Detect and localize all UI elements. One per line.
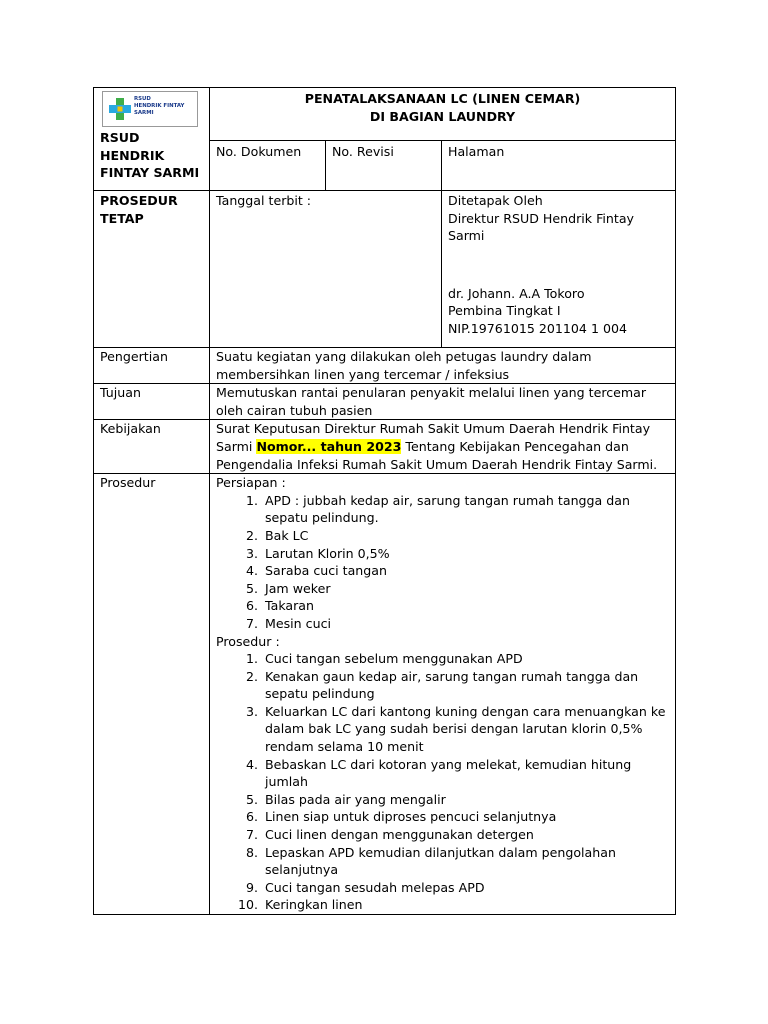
langkah-item: 1. Cuci tangan sebelum menggunakan APD <box>262 650 669 668</box>
approved-by: Ditetapak Oleh Direktur RSUD Hendrik Fintay Sarmi <box>448 193 634 244</box>
langkah-item: 4. Bebaskan LC dari kotoran yang melekat, kemudian hitung jumlah <box>262 756 669 791</box>
persiapan-item: 3. Larutan Klorin 0,5% <box>262 545 669 563</box>
persiapan-heading: Persiapan : <box>216 475 286 491</box>
kebijakan-highlight: Nomor... tahun 2023 <box>256 438 402 454</box>
logo-text: RSUD HENDRIK FINTAY SARMI <box>134 96 185 116</box>
persiapan-item: 6. Takaran <box>262 597 669 615</box>
signatory-name: dr. Johann. A.A Tokoro <box>448 285 585 301</box>
hospital-logo <box>102 91 198 127</box>
persiapan-item: 1. APD : jubbah kedap air, sarung tangan rumah tangga dan sepatu pelindung. <box>262 492 669 527</box>
kebijakan-text-before: Surat Keputusan Direktur Rumah Sakit Umum Daerah Hendrik Fintay Sarmi <box>216 421 651 454</box>
kebijakan-cell <box>210 420 676 474</box>
document-title-line2: DI BAGIAN LAUNDRY <box>369 108 516 124</box>
tujuan-row <box>94 384 676 420</box>
langkah-item: 10. Keringkan linen <box>262 896 669 914</box>
doc-number-cell <box>210 141 326 191</box>
org-cell <box>94 88 210 191</box>
prosedur-label: Prosedur <box>94 474 210 915</box>
procedure-label: PROSEDUR TETAP <box>100 193 178 226</box>
langkah-item: 8. Lepaskan APD kemudian dilanjutkan dalam pengolahan selanjutnya <box>262 844 669 879</box>
hospital-logo-icon <box>107 96 133 122</box>
document-title-line1: PENATALAKSANAAN LC (LINEN CEMAR) <box>304 91 581 106</box>
signatory-rank: Pembina Tingkat I <box>448 303 561 319</box>
header-row <box>94 88 676 141</box>
kebijakan-label: Kebijakan <box>94 420 210 474</box>
kebijakan-text-after: Tentang Kebijakan Pencegahan dan Pengendalia Infeksi Rumah Sakit Umum Daerah Hendrik Fintay Sarmi. <box>216 438 658 472</box>
langkah-item: 7. Cuci linen dengan menggunakan detergen <box>262 826 669 844</box>
langkah-item: 2. Kenakan gaun kedap air, sarung tangan rumah tangga dan sepatu pelindung <box>262 668 669 703</box>
persiapan-item: 5. Jam weker <box>262 580 669 598</box>
revision-label: No. Revisi <box>332 144 394 159</box>
title-cell <box>210 88 676 141</box>
prosedur-cell <box>210 474 676 915</box>
signatory-nip: NIP.19761015 201104 1 004 <box>448 320 628 336</box>
issue-date-label: Tanggal terbit : <box>216 193 312 208</box>
prosedur-row <box>94 474 676 915</box>
sop-table <box>93 87 676 915</box>
approval-cell <box>442 191 676 348</box>
tujuan-label: Tujuan <box>94 384 210 420</box>
kebijakan-row <box>94 420 676 474</box>
pengertian-text: Suatu kegiatan yang dilakukan oleh petugas laundry dalam membersihkan linen yang tercemar / infeksius <box>210 348 676 384</box>
persiapan-item: 7. Mesin cuci <box>262 615 669 633</box>
page-label: Halaman <box>448 144 505 159</box>
page-cell <box>442 141 676 191</box>
langkah-item: 5. Bilas pada air yang mengalir <box>262 791 669 809</box>
procedure-row <box>94 191 676 348</box>
persiapan-item: 4. Saraba cuci tangan <box>262 562 669 580</box>
revision-cell <box>326 141 442 191</box>
langkah-item: 6. Linen siap untuk diproses pencuci selanjutnya <box>262 808 669 826</box>
issue-date-cell <box>210 191 442 348</box>
tujuan-text: Memutuskan rantai penularan penyakit melalui linen yang tercemar oleh cairan tubuh pasien <box>210 384 676 420</box>
pengertian-label: Pengertian <box>94 348 210 384</box>
org-name: RSUD HENDRIK FINTAY SARMI <box>100 130 200 181</box>
langkah-heading: Prosedur : <box>216 633 280 649</box>
langkah-item: 3. Keluarkan LC dari kantong kuning dengan cara menuangkan ke dalam bak LC yang sudah berisi dengan larutan klorin 0,5% rendam selama 10 menit <box>262 703 669 756</box>
persiapan-list <box>216 492 669 633</box>
langkah-list <box>216 650 669 914</box>
doc-number-label: No. Dokumen <box>216 144 302 159</box>
langkah-item: 9. Cuci tangan sesudah melepas APD <box>262 879 669 897</box>
procedure-label-cell <box>94 191 210 348</box>
persiapan-item: 2. Bak LC <box>262 527 669 545</box>
pengertian-row <box>94 348 676 384</box>
